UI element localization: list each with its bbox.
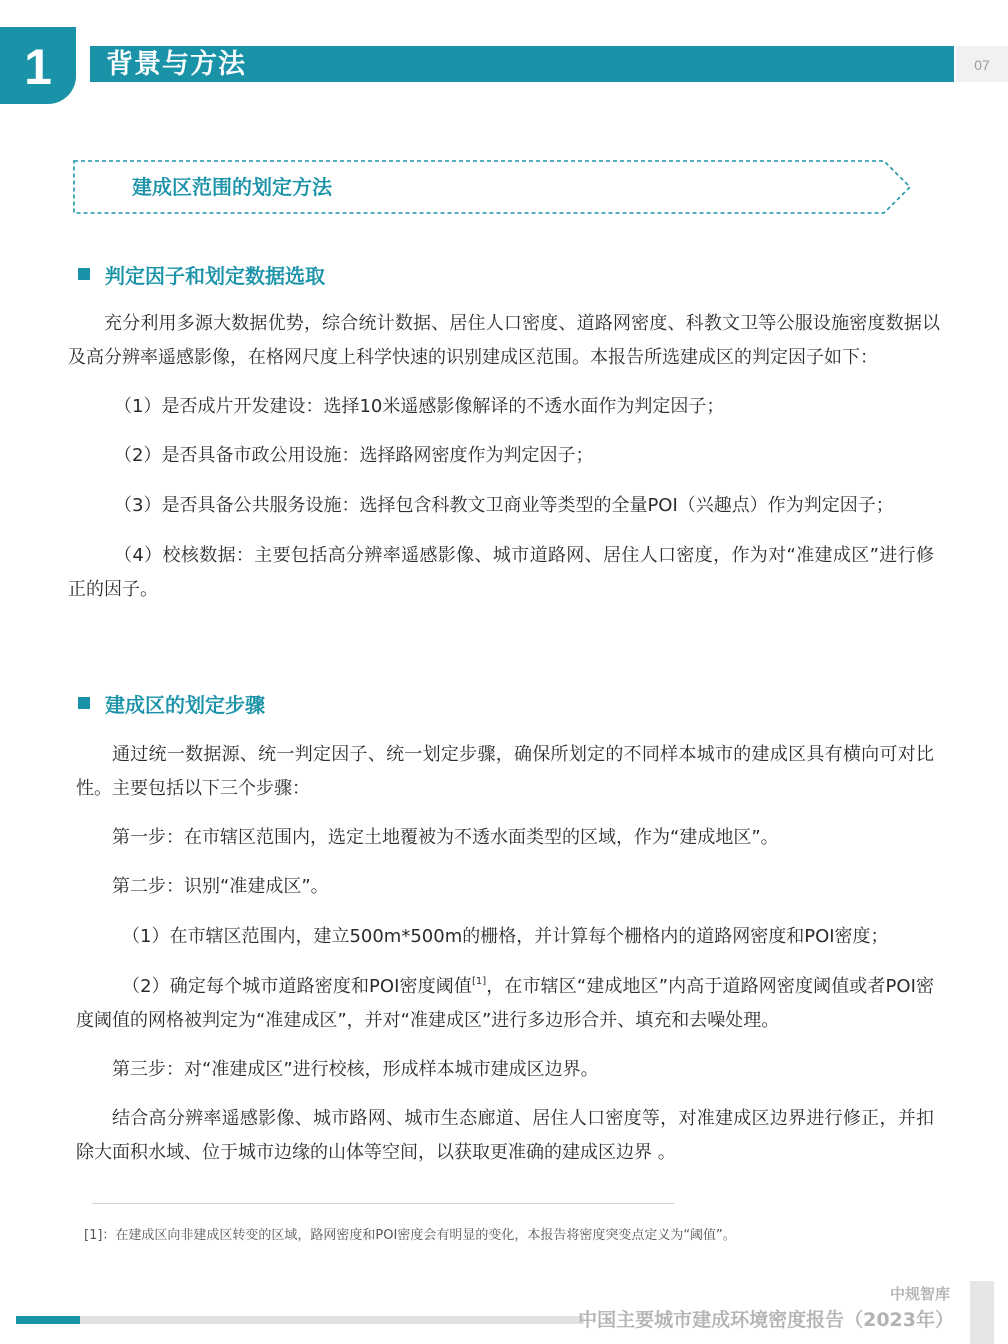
paragraph: （3）是否具备公共服务设施：选择包含科教文卫商业等类型的全量POI（兴趣点）作为判定因子；	[114, 495, 894, 516]
page-number-tab	[956, 46, 1008, 82]
paragraph: （2）是否具备市政公用设施：选择路网密度作为判定因子；	[114, 445, 594, 466]
paragraph-text: （2）确定每个城市道路密度和POI密度阈值	[122, 976, 472, 997]
section-heading-text: 判定因子和划定数据选取	[105, 263, 325, 288]
footnote-reference: [1]	[471, 976, 487, 987]
chapter-number: 1	[24, 39, 52, 95]
section-heading-2	[78, 688, 265, 718]
section-heading-text: 建成区的划定步骤	[105, 692, 265, 717]
square-bullet-icon	[78, 697, 90, 709]
footnote-divider	[92, 1203, 674, 1204]
footer-gray-bar	[80, 1316, 584, 1324]
paragraph: （1）是否成片开发建设：选择10米遥感影像解译的不透水面作为判定因子；	[114, 396, 725, 417]
banner-title: 建成区范围的划定方法	[132, 175, 332, 199]
footer-report-title: 中国主要城市建成环境密度报告（2023年）	[578, 1309, 954, 1331]
paragraph: 结合高分辨率遥感影像、城市路网、城市生态廊道、居住人口密度等，对准建成区边界进行修正，并扣除大面积水域、位于城市边缘的山体等空间，以获取更准确的建成区边界 。	[76, 1108, 934, 1163]
section-heading-1	[78, 259, 325, 289]
footnote: [1]：在建成区向非建成区转变的区域，路网密度和POI密度会有明显的变化，本报告将密度突变点定义为“阈值”。	[84, 1228, 736, 1243]
paragraph: 第一步：在市辖区范围内，选定土地覆被为不透水面类型的区域，作为“建成地区”。	[112, 827, 779, 848]
paragraph: 通过统一数据源、统一判定因子、统一划定步骤，确保所划定的不同样本城市的建成区具有横向可对比性。主要包括以下三个步骤：	[76, 744, 934, 799]
footer-side-tab	[970, 1281, 994, 1344]
section-banner	[72, 158, 914, 216]
square-bullet-icon	[78, 268, 90, 280]
paragraph: 充分利用多源大数据优势，综合统计数据、居住人口密度、道路网密度、科教文卫等公服设施密度数据以及高分辨率遥感影像，在格网尺度上科学快速的识别建成区范围。本报告所选建成区的判定因子如下：	[68, 313, 940, 368]
paragraph: 第三步：对“准建成区”进行校核，形成样本城市建成区边界。	[112, 1059, 599, 1080]
paragraph: （4）校核数据：主要包括高分辨率遥感影像、城市道路网、居住人口密度，作为对“准建成区”进行修正的因子。	[68, 545, 934, 600]
paragraph	[76, 970, 934, 1038]
chapter-title-bar	[90, 46, 954, 82]
chapter-title: 背景与方法	[106, 49, 246, 80]
chapter-number-badge	[0, 27, 76, 104]
footer-accent-bar	[16, 1316, 80, 1324]
footer-brand: 中规智库	[889, 1285, 950, 1303]
paragraph-text: ，在市辖区“建成地区”内高于道路网密度阈值或者POI密度阈值的网格被判定为“准建成区”，并对“准建成区”进行多边形合并、填充和去噪处理。	[76, 976, 934, 1031]
paragraph: 第二步：识别“准建成区”。	[112, 876, 329, 897]
page-number: 07	[974, 57, 990, 73]
paragraph: （1）在市辖区范围内，建立500m*500m的栅格，并计算每个栅格内的道路网密度和POI密度；	[122, 926, 889, 947]
